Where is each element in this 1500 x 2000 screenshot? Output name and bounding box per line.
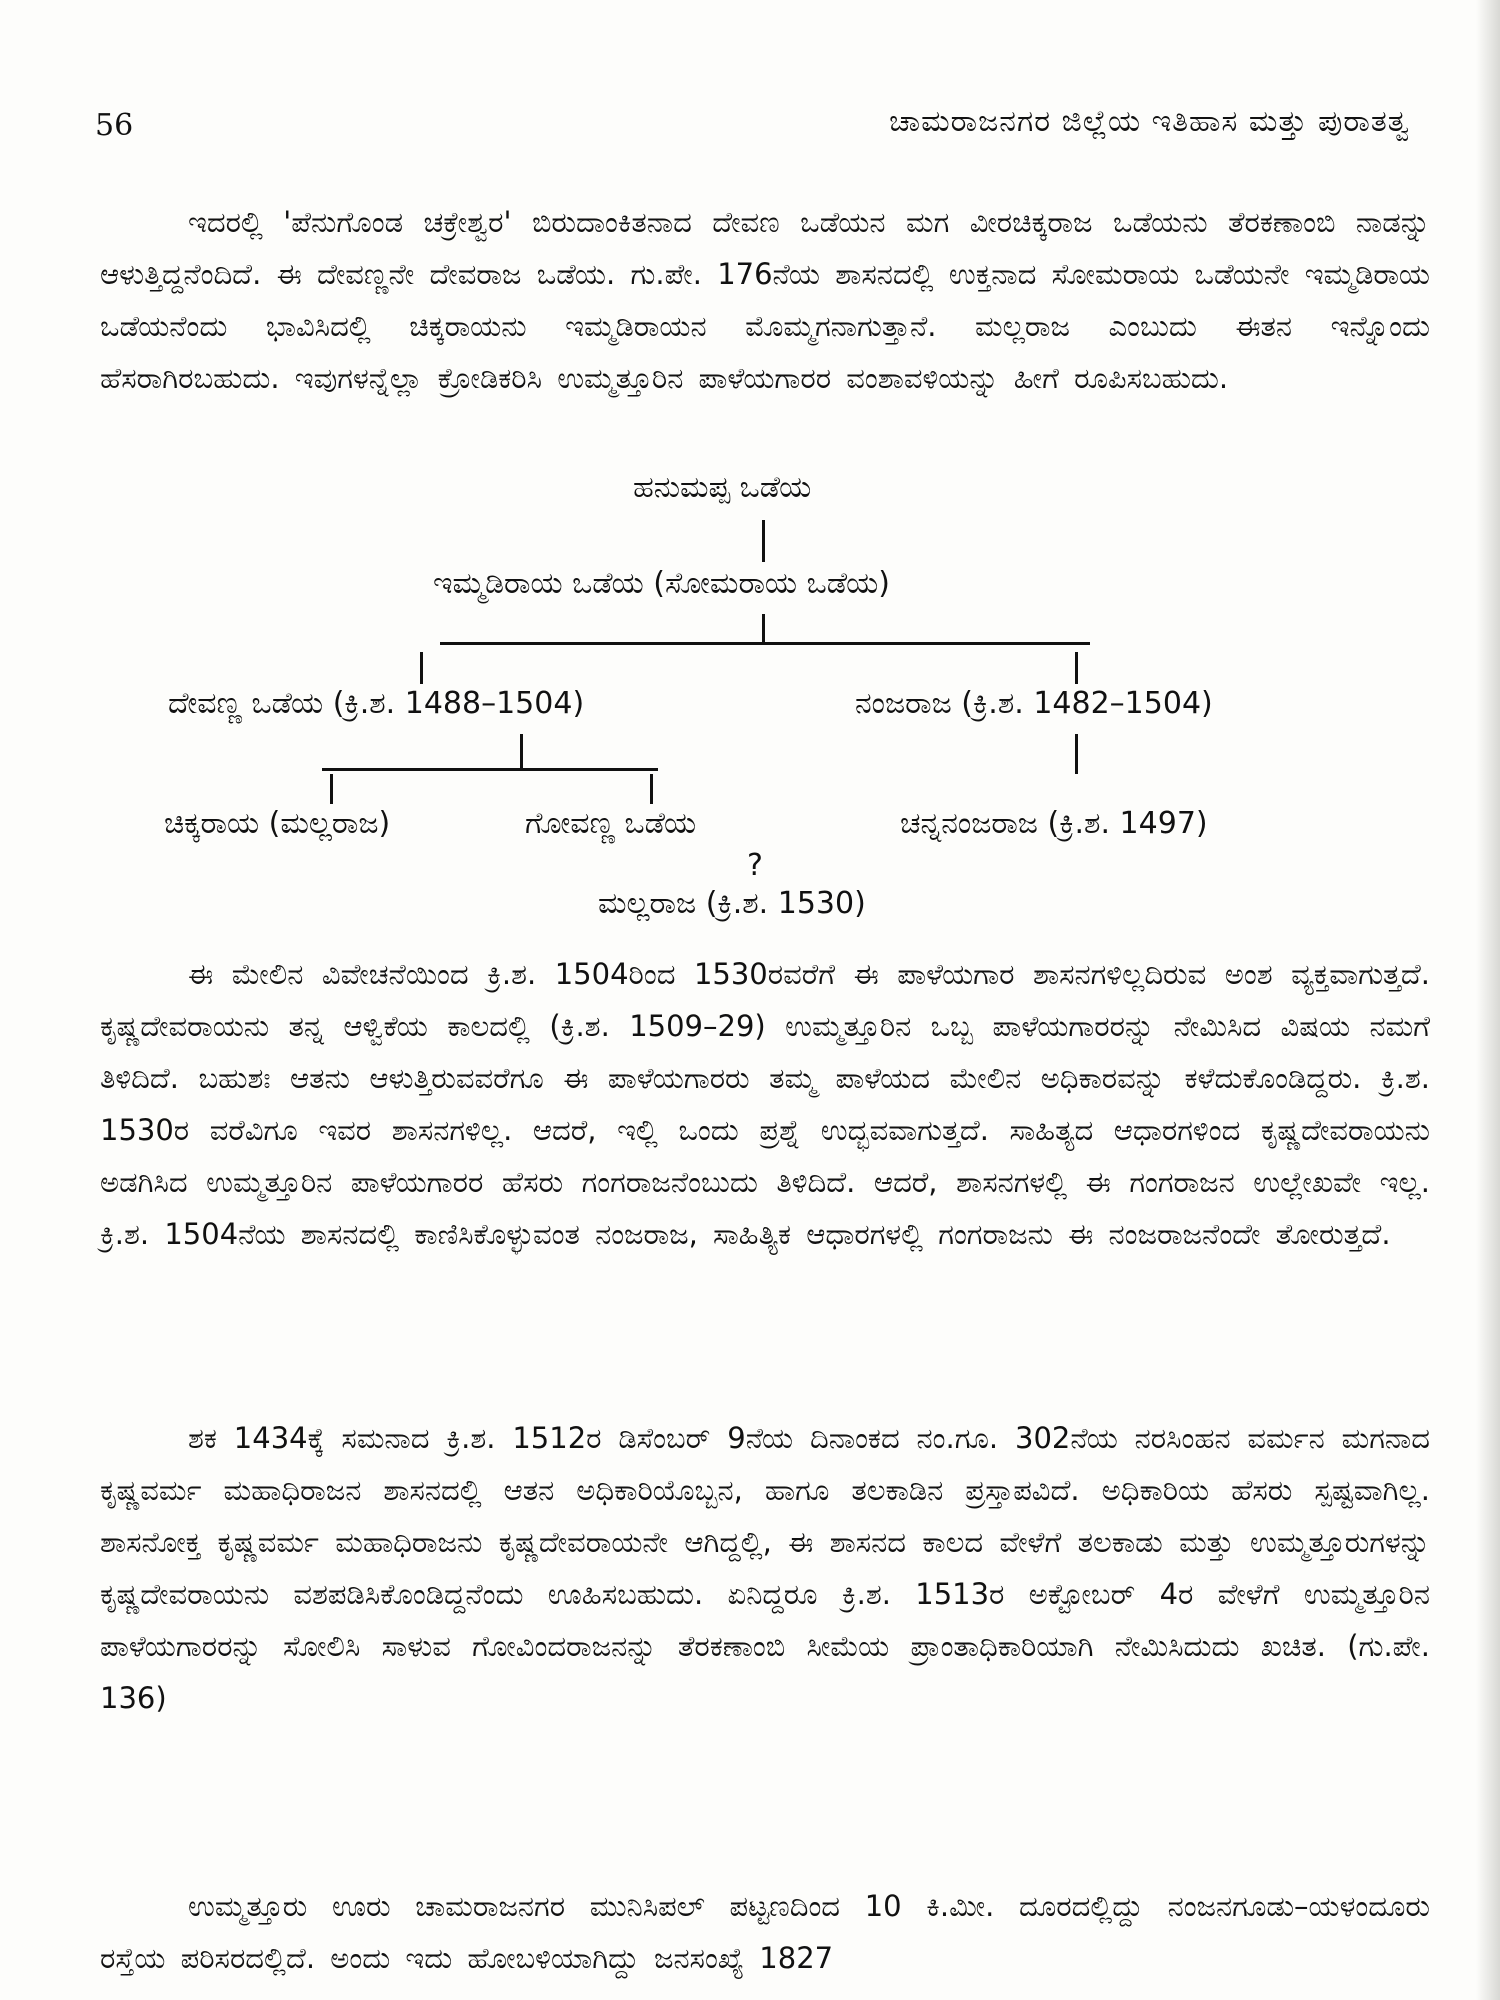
tree-connector: [520, 734, 523, 768]
tree-connector: [650, 774, 653, 804]
tree-node-govanna: ಗೋವಣ್ಣ ಒಡೆಯ: [525, 806, 697, 841]
running-title: ಚಾಮರಾಜನಗರ ಜಿಲ್ಲೆಯ ಇತಿಹಾಸ ಮತ್ತು ಪುರಾತತ್ವ: [889, 104, 1410, 139]
tree-node-devanna: ದೇವಣ್ಣ ಒಡೆಯ (ಕ್ರಿ.ಶ. 1488–1504): [168, 686, 585, 721]
paragraph-4: ಉಮ್ಮತ್ತೂರು ಊರು ಚಾಮರಾಜನಗರ ಮುನಿಸಿಪಲ್ ಪಟ್ಟಣದಿಂದ 10 ಕಿ.ಮೀ. ದೂರದಲ್ಲಿದ್ದು ನಂಜನಗೂಡು–ಯಳಂದೂರು ರಸ್ತೆಯ ಪರಿಸರದಲ್ಲಿದೆ. ಅಂದು ಇದು ಹೋಬಳಿಯಾಗಿದ್ದು ಜನಸಂಖ್ಯೆ 1827: [100, 1889, 1430, 1975]
tree-node-nanjaraja: ನಂಜರಾಜ (ಕ್ರಿ.ಶ. 1482–1504): [855, 686, 1213, 721]
tree-connector: [1075, 652, 1078, 684]
tree-node-mallaraja: ಮಲ್ಲರಾಜ (ಕ್ರಿ.ಶ. 1530): [598, 886, 866, 921]
page-number: 56: [95, 108, 134, 143]
paragraph-2: ಈ ಮೇಲಿನ ವಿವೇಚನೆಯಿಂದ ಕ್ರಿ.ಶ. 1504ರಿಂದ 1530ರವರೆಗೆ ಈ ಪಾಳೆಯಗಾರ ಶಾಸನಗಳಿಲ್ಲದಿರುವ ಅಂಶ ವ್ಯಕ್ತವಾಗುತ್ತದೆ. ಕೃಷ್ಣದೇವರಾಯನು ತನ್ನ ಆಳ್ವಿಕೆಯ ಕಾಲದಲ್ಲಿ (ಕ್ರಿ.ಶ. 1509–29) ಉಮ್ಮತ್ತೂರಿನ ಒಬ್ಬ ಪಾಳೆಯಗಾರರನ್ನು ನೇಮಿಸಿದ ವಿಷಯ ನಮಗೆ ತಿಳಿದಿದೆ. ಬಹುಶಃ ಆತನು ಆಳುತ್ತಿರುವವರೆಗೂ ಈ ಪಾಳೆಯಗಾರರು ತಮ್ಮ ಪಾಳೆಯದ ಮೇಲಿನ ಅಧಿಕಾರವನ್ನು ಕಳೆದುಕೊಂಡಿದ್ದರು. ಕ್ರಿ.ಶ. 1530ರ ವರೆವಿಗೂ ಇವರ ಶಾಸನಗಳಿಲ್ಲ. ಆದರೆ, ಇಲ್ಲಿ ಒಂದು ಪ್ರಶ್ನೆ ಉದ್ಭವವಾಗುತ್ತದೆ. ಸಾಹಿತ್ಯದ ಆಧಾರಗಳಿಂದ ಕೃಷ್ಣದೇವರಾಯನು ಅಡಗಿಸಿದ ಉಮ್ಮತ್ತೂರಿನ ಪಾಳೆಯಗಾರರ ಹೆಸರು ಗಂಗರಾಜನೆಂಬುದು ತಿಳಿದಿದೆ. ಆದರೆ, ಶಾಸನಗಳಲ್ಲಿ ಈ ಗಂಗರಾಜನ ಉಲ್ಲೇಖವೇ ಇಲ್ಲ. ಕ್ರಿ.ಶ. 1504ನೆಯ ಶಾಸನದಲ್ಲಿ ಕಾಣಿಸಿಕೊಳ್ಳುವಂತ ನಂಜರಾಜ, ಸಾಹಿತ್ಯಿಕ ಆಧಾರಗಳಲ್ಲಿ ಗಂಗರಾಜನು ಈ ನಂಜರಾಜನೆಂದೇ ತೋರುತ್ತದೆ.: [100, 957, 1430, 1251]
tree-connector: [1075, 734, 1078, 774]
paragraph-1: ಇದರಲ್ಲಿ 'ಪೆನುಗೊಂಡ ಚಕ್ರೇಶ್ವರ' ಬಿರುದಾಂಕಿತನಾದ ದೇವಣ ಒಡೆಯನ ಮಗ ವೀರಚಿಕ್ಕರಾಜ ಒಡೆಯನು ತೆರಕಣಾಂಬಿ ನಾಡನ್ನು ಆಳುತ್ತಿದ್ದನೆಂದಿದೆ. ಈ ದೇವಣ್ಣನೇ ದೇವರಾಜ ಒಡೆಯ. ಗು.ಪೇ. 176ನೆಯ ಶಾಸನದಲ್ಲಿ ಉಕ್ತನಾದ ಸೋಮರಾಯ ಒಡೆಯನೇ ಇಮ್ಮಡಿರಾಯ ಒಡೆಯನೆಂದು ಭಾವಿಸಿದಲ್ಲಿ ಚಿಕ್ಕರಾಯನು ಇಮ್ಮಡಿರಾಯನ ಮೊಮ್ಮಗನಾಗುತ್ತಾನೆ. ಮಲ್ಲರಾಜ ಎಂಬುದು ಈತನ ಇನ್ನೊಂದು ಹೆಸರಾಗಿರಬಹುದು. ಇವುಗಳನ್ನೆಲ್ಲಾ ಕ್ರೋಡಿಕರಿಸಿ ಉಮ್ಮತ್ತೂರಿನ ಪಾಳೆಯಗಾರರ ವಂಶಾವಳಿಯನ್ನು ಹೀಗೆ ರೂಪಿಸಬಹುದು.: [100, 205, 1430, 395]
tree-connector: [762, 520, 765, 562]
tree-uncertain-mark: ?: [747, 848, 763, 883]
page-edge-shadow: [1476, 0, 1500, 2000]
tree-connector: [322, 768, 658, 771]
tree-node-chikkaraya: ಚಿಕ್ಕರಾಯ (ಮಲ್ಲರಾಜ): [164, 806, 391, 841]
tree-node-immadiraya: ಇಮ್ಮಡಿರಾಯ ಒಡೆಯ (ಸೋಮರಾಯ ಒಡೆಯ): [433, 566, 890, 601]
tree-connector: [420, 652, 423, 684]
tree-node-channanjaraja: ಚನ್ನನಂಜರಾಜ (ಕ್ರಿ.ಶ. 1497): [900, 806, 1208, 841]
tree-connector: [440, 642, 1090, 645]
tree-connector: [762, 614, 765, 644]
tree-connector: [330, 774, 333, 804]
paragraph-3: ಶಕ 1434ಕ್ಕೆ ಸಮನಾದ ಕ್ರಿ.ಶ. 1512ರ ಡಿಸೆಂಬರ್ 9ನೆಯ ದಿನಾಂಕದ ನಂ.ಗೂ. 302ನೆಯ ನರಸಿಂಹನ ವರ್ಮನ ಮಗನಾದ ಕೃಷ್ಣವರ್ಮ ಮಹಾಧಿರಾಜನ ಶಾಸನದಲ್ಲಿ ಆತನ ಅಧಿಕಾರಿಯೊಬ್ಬನ, ಹಾಗೂ ತಲಕಾಡಿನ ಪ್ರಸ್ತಾಪವಿದೆ. ಅಧಿಕಾರಿಯ ಹೆಸರು ಸ್ಪಷ್ಟವಾಗಿಲ್ಲ. ಶಾಸನೋಕ್ತ ಕೃಷ್ಣವರ್ಮ ಮಹಾಧಿರಾಜನು ಕೃಷ್ಣದೇವರಾಯನೇ ಆಗಿದ್ದಲ್ಲಿ, ಈ ಶಾಸನದ ಕಾಲದ ವೇಳೆಗೆ ತಲಕಾಡು ಮತ್ತು ಉಮ್ಮತ್ತೂರುಗಳನ್ನು ಕೃಷ್ಣದೇವರಾಯನು ವಶಪಡಿಸಿಕೊಂಡಿದ್ದನೆಂದು ಊಹಿಸಬಹುದು. ಏನಿದ್ದರೂ ಕ್ರಿ.ಶ. 1513ರ ಅಕ್ಟೋಬರ್ 4ರ ವೇಳೆಗೆ ಉಮ್ಮತ್ತೂರಿನ ಪಾಳೆಯಗಾರರನ್ನು ಸೋಲಿಸಿ ಸಾಳುವ ಗೋವಿಂದರಾಜನನ್ನು ತೆರಕಣಾಂಬಿ ಸೀಮೆಯ ಪ್ರಾಂತಾಧಿಕಾರಿಯಾಗಿ ನೇಮಿಸಿದುದು ಖಚಿತ. (ಗು.ಪೇ. 136): [100, 1421, 1430, 1715]
tree-node-hanumappa: ಹನುಮಪ್ಪ ಒಡೆಯ: [633, 470, 812, 505]
